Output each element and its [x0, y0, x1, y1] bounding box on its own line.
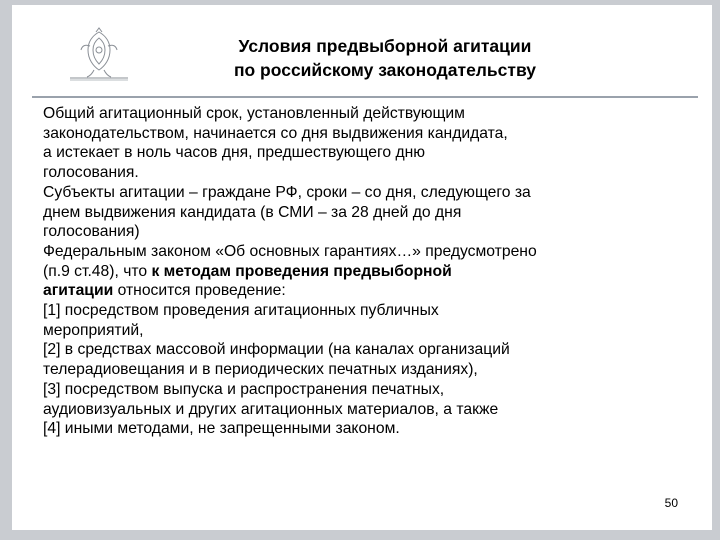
slide-title-line: Условия предвыборной агитации: [238, 36, 532, 56]
body-paragraph: [43, 242, 693, 301]
body-paragraph: [43, 301, 693, 340]
body-bold-text: агитации: [43, 282, 114, 300]
slide-frame-left: [0, 0, 12, 540]
body-line: [43, 262, 693, 282]
body-line: днем выдвижения кандидата (в СМИ – за 28 дней до дня: [43, 203, 462, 221]
body-line: Общий агитационный срок, установленный действующим: [43, 105, 465, 122]
body-line: [2] в средствах массовой информации (на каналах организаций: [43, 341, 510, 359]
body-paragraph: [43, 104, 693, 183]
coat-of-arms-icon: [68, 26, 130, 82]
body-paragraph: [43, 340, 693, 379]
body-line: Субъекты агитации – граждане РФ, сроки – со дня, следующего за: [43, 183, 531, 201]
slide-frame-bottom: [0, 530, 720, 540]
body-line: а истекает в ноль часов дня, предшествующего дню: [43, 144, 426, 162]
body-line: голосования.: [43, 164, 139, 182]
body-line: [43, 281, 693, 301]
slide-title-line: по российскому законодательству: [233, 60, 537, 80]
page-number: 50: [664, 496, 678, 510]
body-text: относится проведение:: [113, 282, 286, 300]
body-paragraph: [43, 183, 693, 242]
body-line: Федеральным законом «Об основных гарантиях…» предусмотрено: [43, 242, 537, 260]
body-line: [4] иными методами, не запрещенными законом.: [43, 420, 400, 438]
slide-frame-top: [0, 0, 720, 5]
body-line: законодательством, начинается со дня выдвижения кандидата,: [43, 124, 508, 142]
body-line: аудиовизуальных и других агитационных материалов, а также: [43, 400, 499, 418]
slide-frame-right: [712, 0, 720, 540]
title-divider: [32, 96, 698, 98]
body-paragraph: [43, 419, 693, 439]
body-text: (п.9 ст.48), что: [43, 262, 152, 280]
body-paragraph: [43, 380, 693, 419]
body-bold-text: к методам проведения предвыборной: [151, 262, 452, 280]
body-line: телерадиовещания и в периодических печатных изданиях),: [43, 361, 478, 379]
body-line: мероприятий,: [43, 321, 144, 339]
body-line: голосования): [43, 223, 140, 241]
slide-body: [43, 104, 693, 439]
slide-title: [150, 34, 620, 82]
body-line: [1] посредством проведения агитационных публичных: [43, 302, 439, 320]
body-line: [3] посредством выпуска и распространения печатных,: [43, 380, 445, 398]
